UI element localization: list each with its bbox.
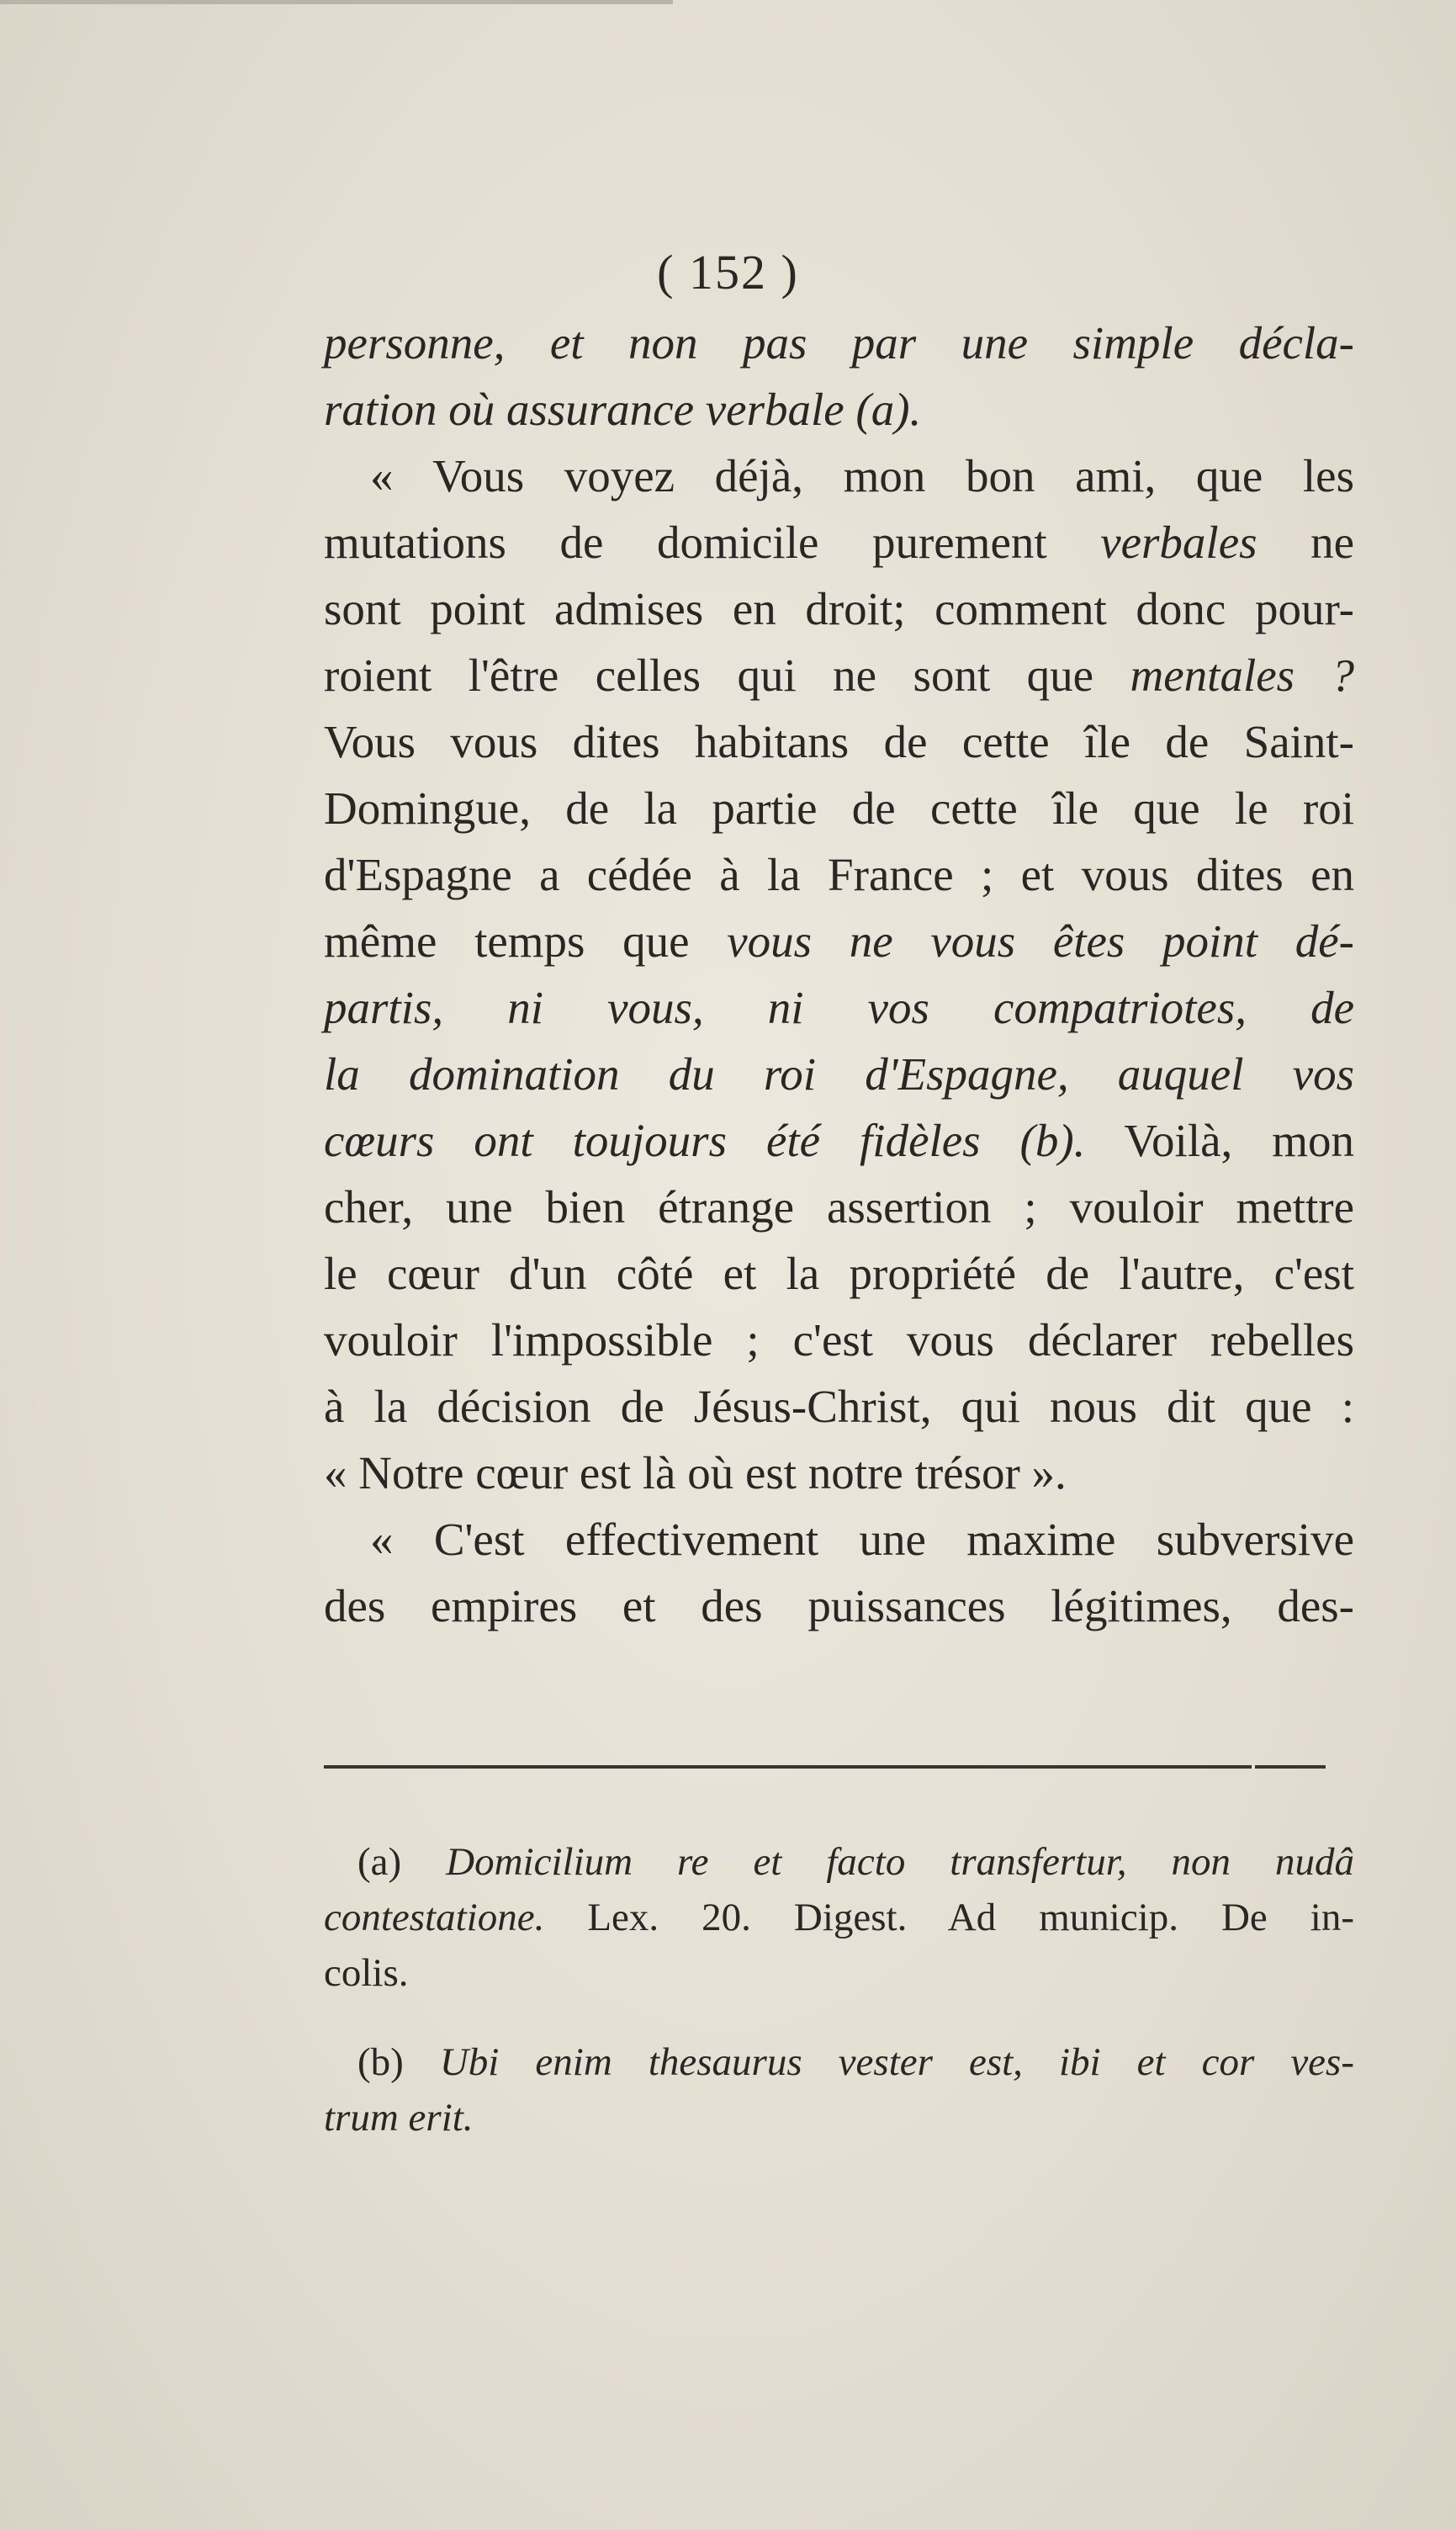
roman-text: cher, une bien étrange assertion ; vouloir mettre <box>324 1181 1354 1233</box>
footnote-divider <box>324 1765 1327 1769</box>
roman-text: Voilà, mon <box>1085 1115 1355 1166</box>
text-line <box>324 642 1354 708</box>
roman-text: le cœur d'un côté et la propriété de l'autre, c'est <box>324 1248 1354 1299</box>
footnote-a <box>324 1834 1354 2001</box>
roman-text: (b) <box>357 2040 440 2084</box>
text-line <box>324 310 1354 376</box>
text-line <box>324 1573 1354 1639</box>
text-line <box>324 1440 1354 1506</box>
roman-text: à la décision de Jésus-Christ, qui nous dit que : <box>324 1381 1354 1432</box>
footnote-line <box>324 2090 1354 2145</box>
italic-text: contestatione. <box>324 1896 545 1939</box>
roman-text: ne <box>1257 517 1354 568</box>
italic-text: personne, et non pas par une simple décla- <box>324 317 1354 369</box>
italic-text: ration où assurance verbale (a). <box>324 384 922 435</box>
text-line <box>324 1307 1354 1373</box>
roman-text: vouloir l'impossible ; c'est vous déclarer rebelles <box>324 1314 1354 1366</box>
roman-text: Vous vous dites habitans de cette île de Saint- <box>324 716 1354 767</box>
text-line <box>324 1041 1354 1107</box>
footnote-b <box>324 2034 1354 2145</box>
roman-text: même temps que <box>324 915 728 967</box>
page-number: ( 152 ) <box>657 245 799 300</box>
roman-text: « C'est effectivement une maxime subversive <box>370 1514 1354 1565</box>
italic-text: mentales ? <box>1130 650 1355 701</box>
footnotes <box>324 1834 1354 2145</box>
text-line <box>324 908 1354 974</box>
italic-text: vous ne vous êtes point dé- <box>727 915 1354 967</box>
italic-text: cœurs ont toujours été fidèles (b). <box>324 1115 1086 1166</box>
italic-text: trum erit. <box>324 2096 474 2140</box>
footnote-line <box>324 1945 1354 2001</box>
text-line <box>324 443 1354 509</box>
roman-text: des empires et des puissances légitimes, des- <box>324 1580 1354 1631</box>
roman-text: Domingue, de la partie de cette île que le roi <box>324 782 1354 834</box>
roman-text: roient l'être celles qui ne sont que <box>324 650 1130 701</box>
italic-text: Domicilium re et facto transfertur, non nudâ <box>446 1840 1354 1884</box>
body-text <box>324 310 1354 1639</box>
text-line <box>324 775 1354 841</box>
footnote-line <box>324 2034 1354 2090</box>
text-line <box>324 1107 1354 1174</box>
text-line <box>324 841 1354 908</box>
text-line <box>324 1373 1354 1440</box>
italic-text: verbales <box>1100 517 1257 568</box>
text-line <box>324 1240 1354 1307</box>
footnote-line <box>324 1834 1354 1890</box>
italic-text: partis, ni vous, ni vos compatriotes, de <box>324 982 1354 1033</box>
roman-text: (a) <box>357 1840 447 1884</box>
italic-text: Ubi enim thesaurus vester est, ibi et cor ves- <box>439 2040 1354 2084</box>
text-line <box>324 376 1354 443</box>
roman-text: mutations de domicile purement <box>324 517 1101 568</box>
footnote-divider-dash <box>1255 1765 1326 1769</box>
text-line <box>324 575 1354 642</box>
roman-text: sont point admises en droit; comment donc pour- <box>324 583 1354 634</box>
text-line <box>324 1506 1354 1573</box>
roman-text: colis. <box>324 1951 409 1995</box>
text-line <box>324 708 1354 775</box>
roman-text: « Vous voyez déjà, mon bon ami, que les <box>370 450 1354 501</box>
roman-text: « Notre cœur est là où est notre trésor ». <box>324 1447 1067 1498</box>
roman-text: d'Espagne a cédée à la France ; et vous dites en <box>324 849 1354 900</box>
roman-text: Lex. 20. Digest. Ad municip. De in- <box>544 1896 1354 1939</box>
italic-text: la domination du roi d'Espagne, auquel vos <box>324 1048 1354 1100</box>
text-line <box>324 974 1354 1041</box>
footnote-line <box>324 1890 1354 1945</box>
text-line <box>324 1174 1354 1240</box>
page-top-edge <box>0 0 673 4</box>
text-line <box>324 509 1354 575</box>
